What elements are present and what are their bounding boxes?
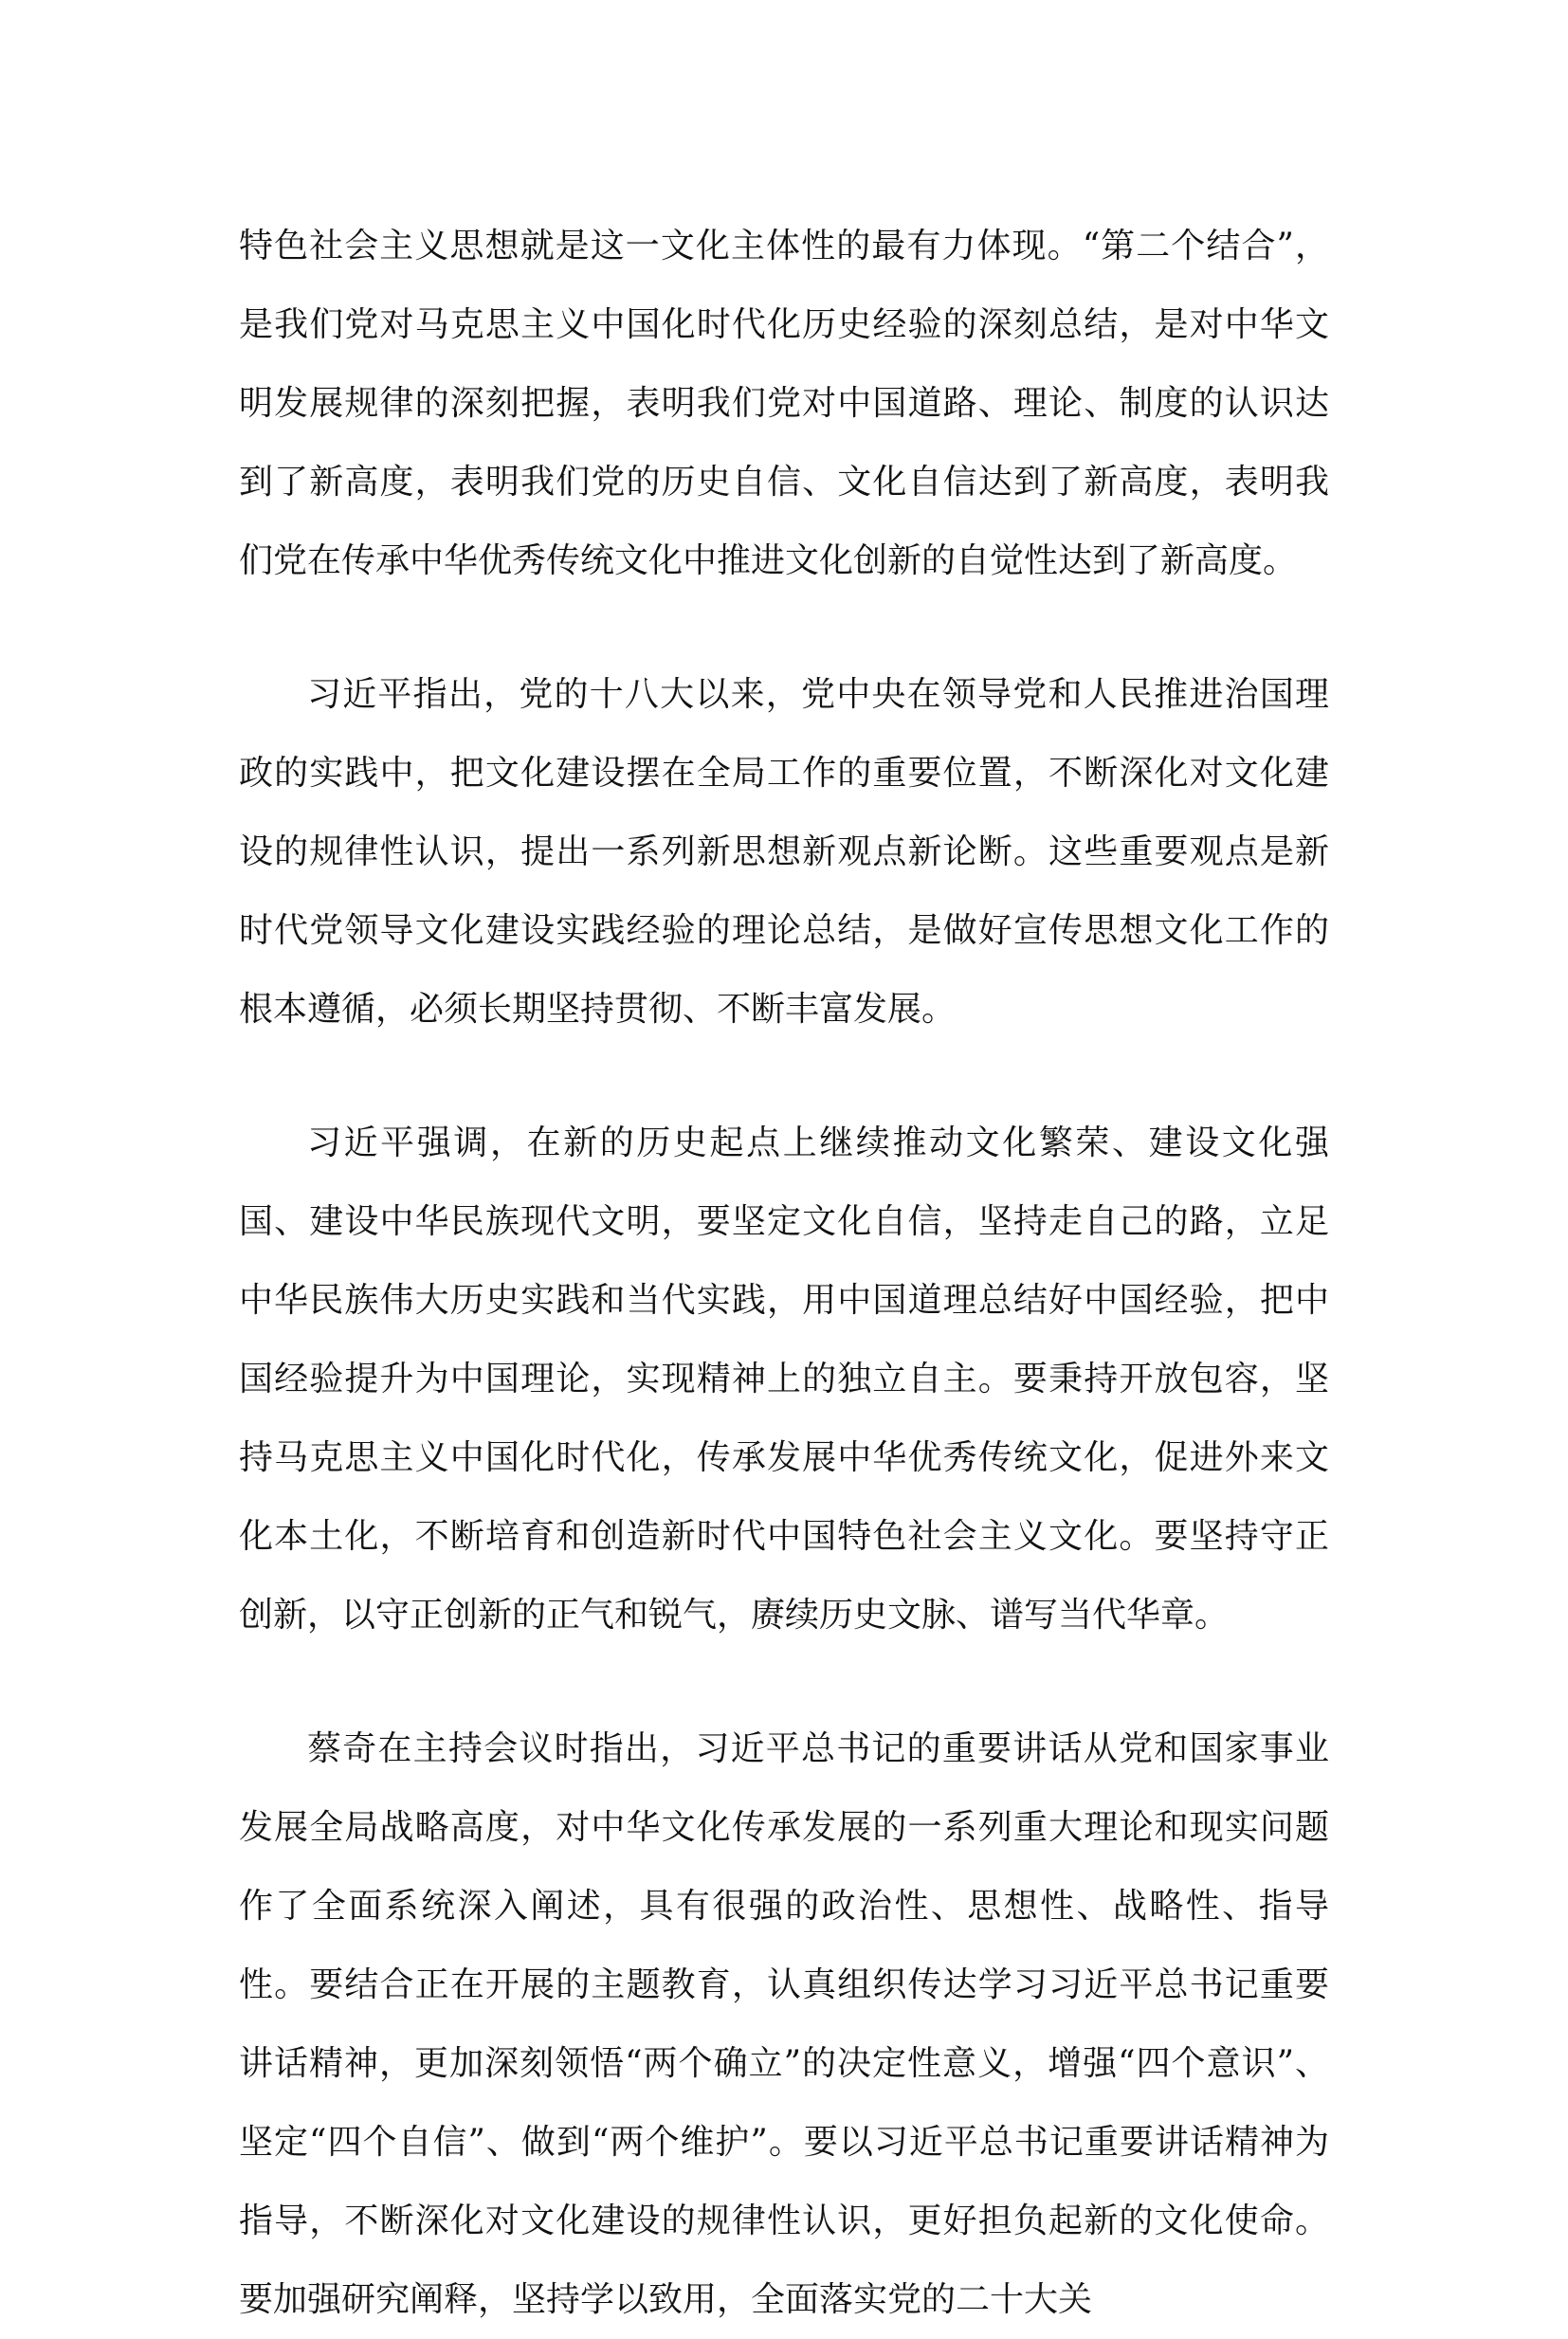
paragraph-xi-emphasized: 习近平强调，在新的历史起点上继续推动文化繁荣、建设文化强国、建设中华民族现代文明，要坚定文化自信，坚持走自己的路，立足中华民族伟大历史实践和当代实践，用中国道理总结好中国经验，把中国经验提升为中国理论，实现精神上的独立自主。要秉持开放包容，坚持马克思主义中国化时代化，传承发展中华优秀传统文化，促进外来文化本土化，不断培育和创造新时代中国特色社会主义文化。要坚持守正创新，以守正创新的正气和锐气，赓续历史文脉、谱写当代华章。 [239, 1124, 1329, 1635]
paragraph-cai-qi: 蔡奇在主持会议时指出，习近平总书记的重要讲话从党和国家事业发展全局战略高度，对中华文化传承发展的一系列重大理论和现实问题作了全面系统深入阐述，具有很强的政治性、思想性、战略性、指导性。要结合正在开展的主题教育，认真组织传达学习习近平总书记重要讲话精神，更加深刻领悟“两个确立”的决定性意义，增强“四个意识”、坚定“四个自信”、做到“两个维护”。要以习近平总书记重要讲话精神为指导，不断深化对文化建设的规律性认识，更好担负起新的文化使命。要加强研究阐释，坚持学以致用，全面落实党的二十大关 [239, 1729, 1329, 2319]
paragraph-gap [239, 1654, 1329, 1709]
paragraph-gap [239, 600, 1329, 655]
paragraph-xi-pointed-out: 习近平指出，党的十八大以来，党中央在领导党和人民推进治国理政的实践中，把文化建设摆在全局工作的重要位置，不断深化对文化建设的规律性认识，提出一系列新思想新观点新论断。这些重要观点是新时代党领导文化建设实践经验的理论总结，是做好宣传思想文化工作的根本遵循，必须长期坚持贯彻、不断丰富发展。 [239, 675, 1329, 1029]
paragraph-continuation: 特色社会主义思想就是这一文化主体性的最有力体现。“第二个结合”，是我们党对马克思主义中国化时代化历史经验的深刻总结，是对中华文明发展规律的深刻把握，表明我们党对中国道路、理论、制度的认识达到了新高度，表明我们党的历史自信、文化自信达到了新高度，表明我们党在传承中华优秀传统文化中推进文化创新的自觉性达到了新高度。 [239, 227, 1329, 580]
document-body [239, 207, 1329, 2339]
paragraph-gap [239, 1049, 1329, 1104]
